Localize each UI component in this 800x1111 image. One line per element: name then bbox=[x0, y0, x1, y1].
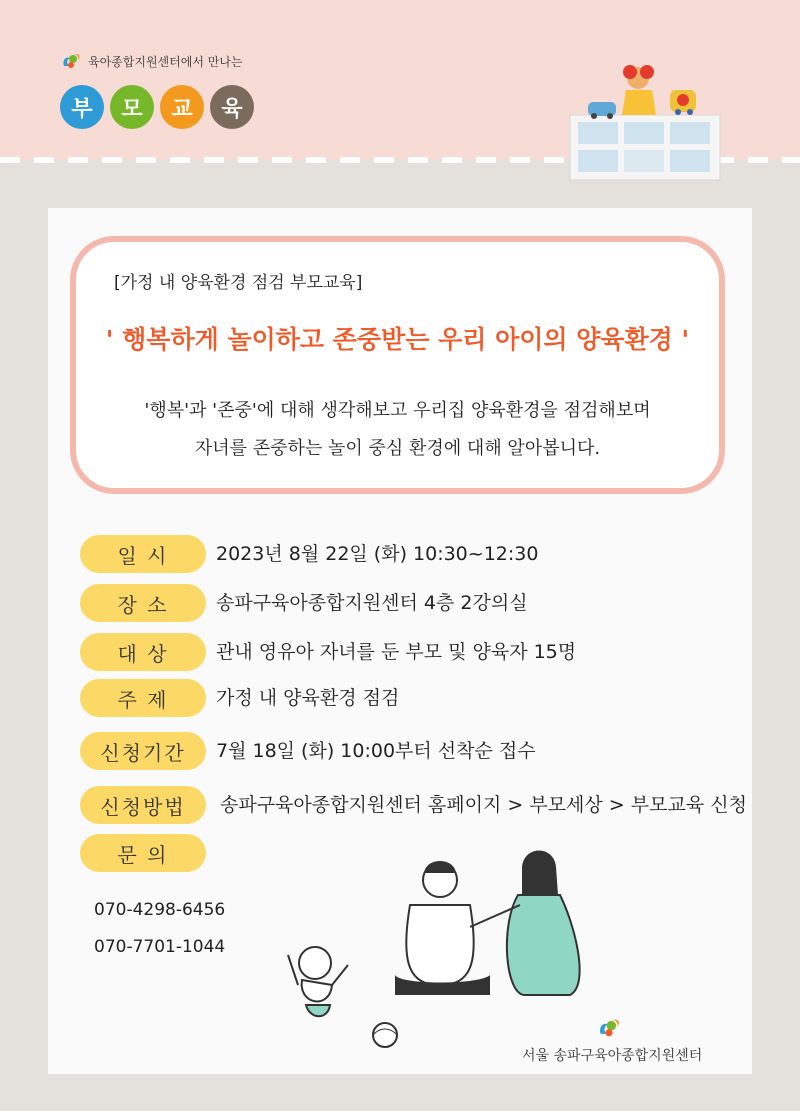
method-value: 송파구육아종합지원센터 홈페이지 > 부모세상 > 부모교육 신청 bbox=[220, 794, 747, 816]
description-line-2: 자녀를 존중하는 놀이 중심 환경에 대해 알아봅니다. bbox=[194, 438, 601, 459]
footer-logo-icon bbox=[594, 1015, 624, 1041]
footer-org-name: 서울 송파구육아종합지원센터 bbox=[522, 1048, 703, 1064]
phone-number-1: 070-4298-6456 bbox=[94, 900, 226, 920]
method-label: 신청방법 bbox=[80, 786, 206, 824]
title-char-2: 모 bbox=[110, 85, 154, 129]
program-title: ' 행복하게 놀이하고 존중받는 우리 아이의 양육환경 ' bbox=[105, 325, 690, 354]
target-value: 관내 영유아 자녀를 둔 부모 및 양육자 15명 bbox=[216, 641, 577, 663]
toy-shelf-icon bbox=[560, 60, 725, 185]
place-value: 송파구육아종합지원센터 4층 2강의실 bbox=[216, 592, 528, 614]
target-label: 대 상 bbox=[80, 633, 206, 671]
title-char-1: 부 bbox=[60, 85, 104, 129]
contact-label: 문 의 bbox=[80, 834, 206, 872]
description-line-1: '행복'과 '존중'에 대해 생각해보고 우리집 양육환경을 점검해보며 bbox=[144, 400, 651, 421]
date-label: 일 시 bbox=[80, 535, 206, 573]
page-title bbox=[60, 85, 254, 129]
period-label: 신청기간 bbox=[80, 732, 206, 770]
period-value: 7월 18일 (화) 10:00부터 선착순 접수 bbox=[216, 740, 536, 762]
topic-value: 가정 내 양육환경 점검 bbox=[216, 687, 400, 709]
org-tagline: 육아종합지원센터에서 만나는 bbox=[88, 54, 243, 69]
family-play-illustration bbox=[270, 845, 610, 1060]
title-char-3: 교 bbox=[160, 85, 204, 129]
date-value: 2023년 8월 22일 (화) 10:30~12:30 bbox=[216, 543, 539, 565]
title-char-4: 육 bbox=[210, 85, 254, 129]
program-label: [가정 내 양육환경 점검 부모교육] bbox=[114, 273, 363, 293]
org-logo-icon bbox=[60, 50, 82, 72]
phone-number-2: 070-7701-1044 bbox=[94, 937, 226, 957]
org-logo-row bbox=[60, 50, 243, 72]
topic-label: 주 제 bbox=[80, 679, 206, 717]
place-label: 장 소 bbox=[80, 584, 206, 622]
